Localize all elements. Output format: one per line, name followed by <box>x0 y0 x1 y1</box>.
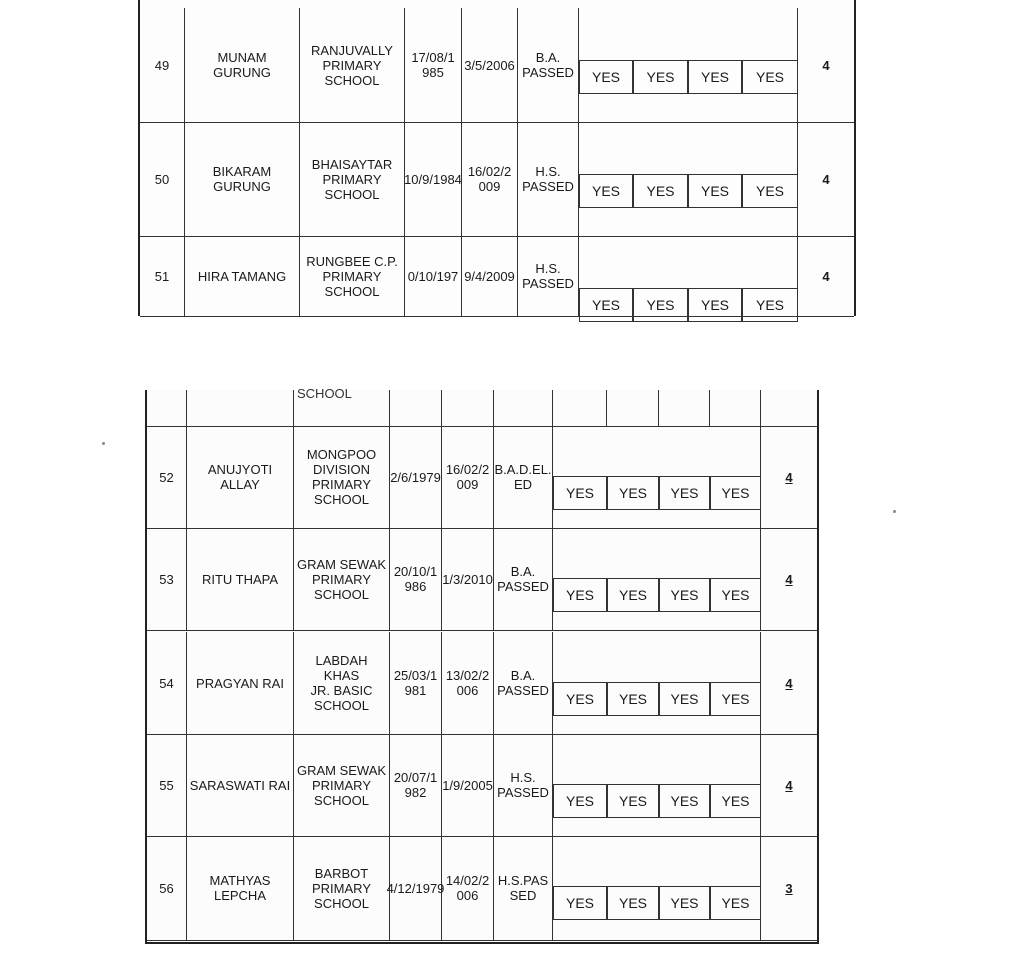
criteria-1-box: YES <box>553 886 607 920</box>
joining-date-cell: 13/02/2 006 <box>442 632 494 734</box>
criteria-2-box: YES <box>607 784 659 818</box>
school-cell: MONGPOO DIVISION PRIMARY SCHOOL <box>294 426 390 528</box>
joining-date-cell: 16/02/2 009 <box>462 122 518 236</box>
criteria-4-box: YES <box>742 288 798 322</box>
name-cell: RITU THAPA <box>187 528 294 630</box>
table-row <box>140 8 854 123</box>
name-cell: MATHYAS LEPCHA <box>187 836 294 940</box>
continued-row-stub <box>147 390 817 427</box>
criteria-2-box: YES <box>607 578 659 612</box>
criteria-4-box: YES <box>710 476 761 510</box>
score-value: 3 <box>785 880 793 896</box>
qualification-cell: H.S. PASSED <box>518 122 579 236</box>
dob-cell: 10/9/1984 <box>405 122 462 236</box>
criteria-1-box: YES <box>553 476 607 510</box>
criteria-3-box: YES <box>659 784 710 818</box>
criteria-3-box: YES <box>659 886 710 920</box>
table-row <box>140 122 854 237</box>
score-value: 4 <box>785 675 793 691</box>
criteria-3-box: YES <box>688 60 742 94</box>
school-cell: LABDAH KHAS JR. BASIC SCHOOL <box>294 632 390 734</box>
table-row <box>147 734 817 837</box>
criteria-2-box: YES <box>607 886 659 920</box>
table-row <box>147 632 817 735</box>
stub-cell <box>607 390 659 426</box>
stub-cell <box>294 390 390 426</box>
table-row <box>147 426 817 529</box>
school-cell: BARBOT PRIMARY SCHOOL <box>294 836 390 940</box>
criteria-3-box: YES <box>688 288 742 322</box>
table-row <box>147 528 817 631</box>
school-cell: GRAM SEWAK PRIMARY SCHOOL <box>294 734 390 836</box>
table-row <box>147 836 817 941</box>
score-cell <box>761 426 817 528</box>
score-cell <box>798 236 854 316</box>
stub-cell <box>147 390 187 426</box>
serial-number-cell: 56 <box>147 836 187 940</box>
criteria-4-box: YES <box>710 682 761 716</box>
joining-date-cell: 1/3/2010 <box>442 528 494 630</box>
criteria-4-box: YES <box>710 886 761 920</box>
stub-cell <box>442 390 494 426</box>
criteria-2-box: YES <box>633 60 688 94</box>
score-cell <box>798 122 854 236</box>
qualification-cell: B.A.D.EL. ED <box>494 426 553 528</box>
score-value: 4 <box>822 268 830 284</box>
name-cell: BIKARAM GURUNG <box>185 122 300 236</box>
criteria-1-box: YES <box>553 682 607 716</box>
qualification-cell: B.A. PASSED <box>494 528 553 630</box>
criteria-3-box: YES <box>659 578 710 612</box>
stub-cell <box>553 390 607 426</box>
qualification-cell: H.S. PASSED <box>518 236 579 316</box>
criteria-4-box: YES <box>710 578 761 612</box>
dob-cell: 20/07/1 982 <box>390 734 442 836</box>
criteria-3-box: YES <box>659 682 710 716</box>
scan-speck <box>893 510 896 513</box>
clipped-school-text: SCHOOL <box>297 386 352 401</box>
criteria-1-box: YES <box>579 174 633 208</box>
criteria-2-box: YES <box>633 288 688 322</box>
scan-speck <box>102 442 105 445</box>
criteria-2-box: YES <box>607 476 659 510</box>
score-value: 4 <box>822 57 830 73</box>
scanned-page-bottom <box>145 386 819 944</box>
qualification-cell: B.A. PASSED <box>494 632 553 734</box>
serial-number-cell: 49 <box>140 8 185 122</box>
criteria-4-box: YES <box>742 174 798 208</box>
joining-date-cell: 3/5/2006 <box>462 8 518 122</box>
serial-number-cell: 50 <box>140 122 185 236</box>
stub-cell <box>659 390 710 426</box>
name-cell: PRAGYAN RAI <box>187 632 294 734</box>
criteria-2-box: YES <box>607 682 659 716</box>
criteria-4-box: YES <box>742 60 798 94</box>
dob-cell: 0/10/197 <box>405 236 462 316</box>
criteria-1-box: YES <box>553 578 607 612</box>
dob-cell: 17/08/1 985 <box>405 8 462 122</box>
dob-cell: 25/03/1 981 <box>390 632 442 734</box>
score-value: 4 <box>785 469 793 485</box>
serial-number-cell: 52 <box>147 426 187 528</box>
qualification-cell: B.A. PASSED <box>518 8 579 122</box>
score-value: 4 <box>785 777 793 793</box>
qualification-cell: H.S.PAS SED <box>494 836 553 940</box>
dob-cell: 4/12/1979 <box>390 836 442 940</box>
table-row <box>140 236 854 317</box>
score-cell <box>761 734 817 836</box>
criteria-1-box: YES <box>579 60 633 94</box>
stub-cell <box>710 390 761 426</box>
name-cell: ANUJYOTI ALLAY <box>187 426 294 528</box>
joining-date-cell: 14/02/2 006 <box>442 836 494 940</box>
score-cell <box>761 528 817 630</box>
qualification-cell: H.S. PASSED <box>494 734 553 836</box>
serial-number-cell: 54 <box>147 632 187 734</box>
joining-date-cell: 9/4/2009 <box>462 236 518 316</box>
school-cell: GRAM SEWAK PRIMARY SCHOOL <box>294 528 390 630</box>
school-cell: RANJUVALLY PRIMARY SCHOOL <box>300 8 405 122</box>
criteria-3-box: YES <box>688 174 742 208</box>
school-cell: RUNGBEE C.P. PRIMARY SCHOOL <box>300 236 405 316</box>
joining-date-cell: 16/02/2 009 <box>442 426 494 528</box>
name-cell: HIRA TAMANG <box>185 236 300 316</box>
scanned-page-top <box>138 0 856 316</box>
name-cell: MUNAM GURUNG <box>185 8 300 122</box>
dob-cell: 20/10/1 986 <box>390 528 442 630</box>
joining-date-cell: 1/9/2005 <box>442 734 494 836</box>
dob-cell: 2/6/1979 <box>390 426 442 528</box>
score-value: 4 <box>785 571 793 587</box>
school-cell: BHAISAYTAR PRIMARY SCHOOL <box>300 122 405 236</box>
name-cell: SARASWATI RAI <box>187 734 294 836</box>
serial-number-cell: 53 <box>147 528 187 630</box>
stub-cell <box>187 390 294 426</box>
criteria-3-box: YES <box>659 476 710 510</box>
score-cell <box>798 8 854 122</box>
criteria-1-box: YES <box>579 288 633 322</box>
criteria-1-box: YES <box>553 784 607 818</box>
score-value: 4 <box>822 171 830 187</box>
criteria-2-box: YES <box>633 174 688 208</box>
stub-cell <box>390 390 442 426</box>
serial-number-cell: 55 <box>147 734 187 836</box>
serial-number-cell: 51 <box>140 236 185 316</box>
score-cell <box>761 632 817 734</box>
criteria-4-box: YES <box>710 784 761 818</box>
score-cell <box>761 836 817 940</box>
stub-cell <box>494 390 553 426</box>
